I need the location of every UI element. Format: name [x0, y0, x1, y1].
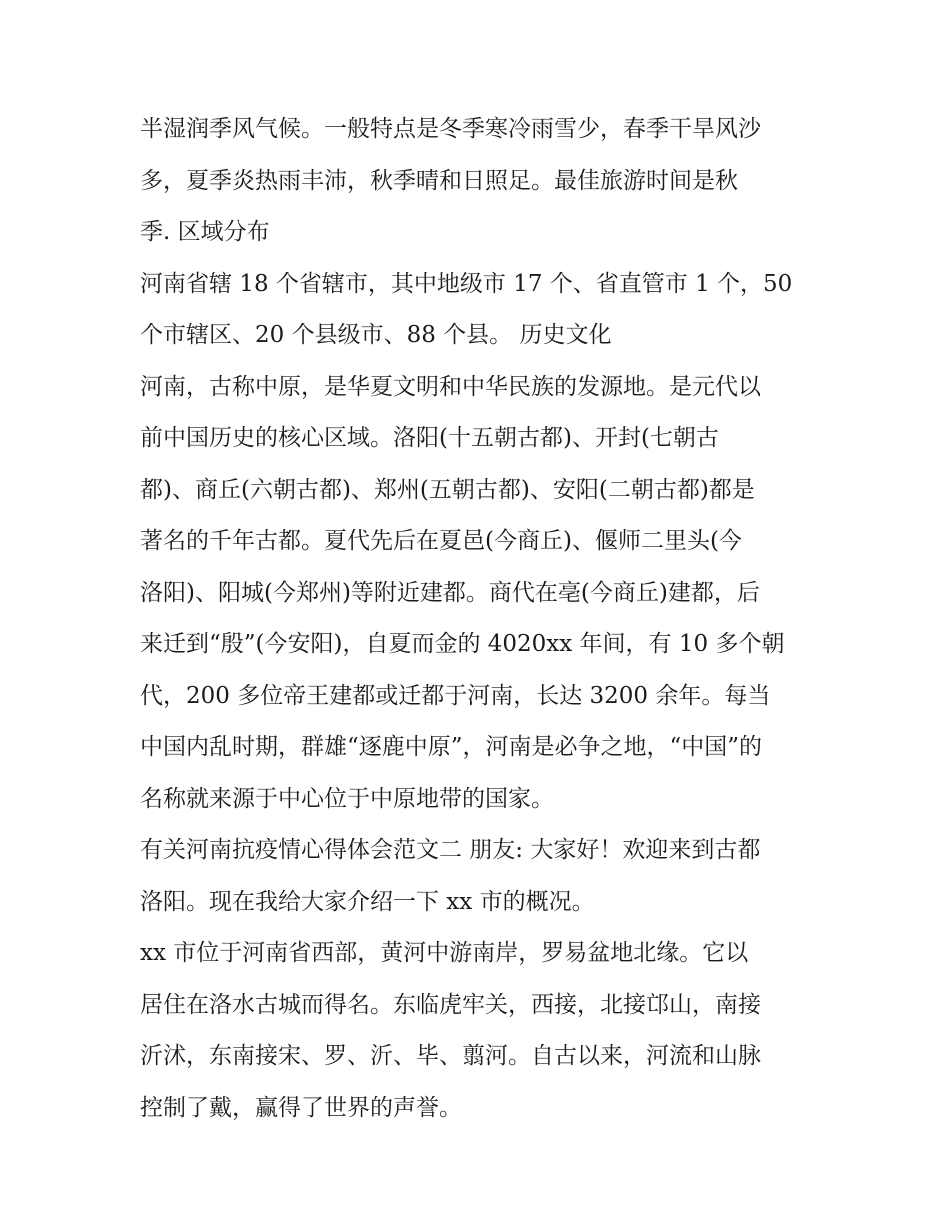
text-line: xx 市位于河南省西部，黄河中游南岸，罗易盆地北缘。它以	[140, 940, 749, 966]
text-line: 代，200 多位帝王建都或迁都于河南，长达 3200 余年。每当	[140, 682, 771, 709]
text-line: 洛阳)、阳城(今郑州)等附近建都。商代在亳(今商丘)建都，后	[140, 579, 760, 606]
text-line: 来迁到“殷”(今安阳)，自夏而金的 4020xx 年间，有 10 多个朝	[140, 631, 785, 657]
text-line: 洛阳。现在我给大家介绍一下 xx 市的概况。	[140, 888, 595, 915]
text-line: 居住在洛水古城而得名。东临虎牢关，西接，北接邙山，南接	[140, 991, 761, 1018]
text-line: 多，夏季炎热雨丰沛，秋季晴和日照足。最佳旅游时间是秋	[140, 167, 738, 194]
text-line: 季. 区域分布	[140, 219, 270, 245]
text-line: 沂沭，东南接宋、罗、沂、毕、翦河。自古以来，河流和山脉	[140, 1043, 761, 1069]
text-line: 著名的千年古都。夏代先后在夏邑(今商丘)、偃师二里头(今	[140, 528, 742, 554]
text-line: 前中国历史的核心区域。洛阳(十五朝古都)、开封(七朝古	[140, 425, 719, 451]
text-line: 河南，古称中原，是华夏文明和中华民族的发源地。是元代以	[140, 373, 761, 400]
text-line: 有关河南抗疫情心得体会范文二 朋友: 大家好！欢迎来到古都	[140, 837, 761, 863]
text-line: 中国内乱时期，群雄“逐鹿中原”，河南是必争之地，“中国”的	[140, 734, 763, 760]
text-line: 控制了戴，赢得了世界的声誉。	[140, 1094, 462, 1121]
document-body	[140, 104, 820, 1134]
text-line: 个市辖区、20 个县级市、88 个县。 历史文化	[140, 322, 612, 348]
text-line: 名称就来源于中心位于中原地带的国家。	[140, 785, 554, 812]
text-line: 都)、商丘(六朝古都)、郑州(五朝古都)、安阳(二朝古都)都是	[140, 476, 755, 503]
text-line: 河南省辖 18 个省辖市，其中地级市 17 个、省直管市 1 个，50	[140, 270, 793, 297]
text-line: 半湿润季风气候。一般特点是冬季寒冷雨雪少，春季干旱风沙	[140, 116, 761, 142]
